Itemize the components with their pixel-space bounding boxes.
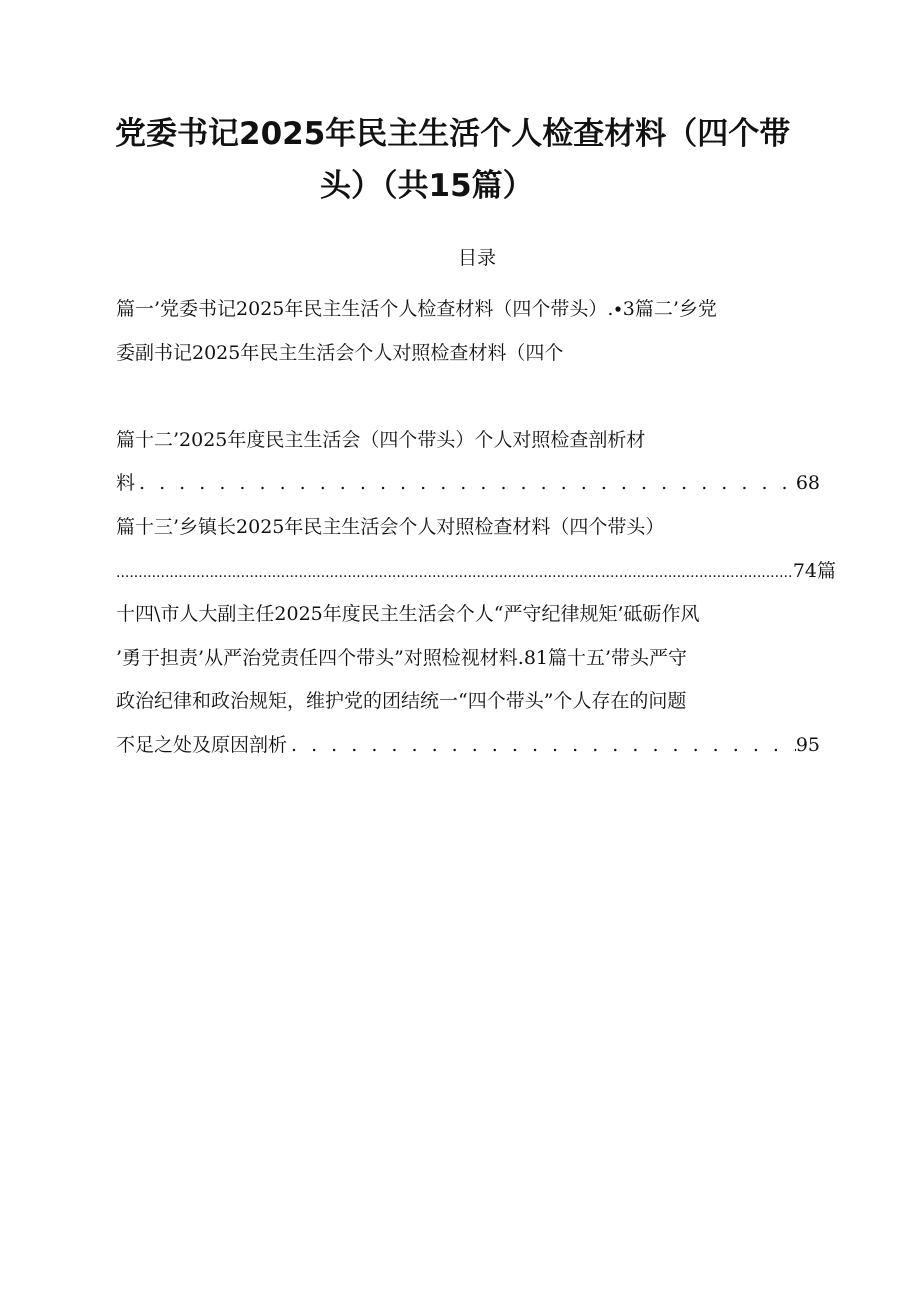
toc-line: 篇一’党委书记2025年民主生活个人检查材料（四个带头）.∙3篇二’乡党: [116, 298, 717, 320]
title-line-1: 党委书记2025年民主生活个人检查材料（四个带: [115, 116, 791, 152]
dot-leader: [116, 558, 793, 588]
title-line-2: 头）（共15篇）: [320, 168, 534, 204]
dot-leader: [135, 468, 796, 498]
toc-page-number: 74篇: [792, 560, 836, 582]
toc-page-number: 95: [795, 734, 820, 756]
toc-line: ’勇于担责’从严治党责任四个带头”对照检视材料.81篇十五’带头严守: [116, 647, 688, 669]
dot-leader: [287, 730, 796, 760]
toc-heading: 目录: [457, 247, 496, 269]
toc-line: 篇十二’2025年度民主生活会（四个带头）个人对照检查剖析材: [116, 429, 646, 451]
toc-line: 篇十三’乡镇长2025年民主生活会个人对照检查材料（四个带头）: [116, 516, 665, 538]
toc-entry-leader: [116, 556, 836, 588]
toc-entry-leader: [116, 730, 820, 760]
toc-line: 料: [116, 472, 136, 494]
toc-line: 十四\市人大副主任2025年度民主生活会个人“严守纪律规矩’砥砺作风: [116, 603, 700, 625]
toc-entry-leader: [116, 468, 820, 498]
toc-line: 委副书记2025年民主生活会个人对照检查材料（四个: [116, 342, 564, 364]
toc-line: 政治纪律和政治规矩，维护党的团结统一“四个带头”个人存在的问题: [116, 690, 687, 712]
toc-page-number: 68: [795, 472, 820, 494]
toc-line: 不足之处及原因剖析: [116, 734, 288, 756]
